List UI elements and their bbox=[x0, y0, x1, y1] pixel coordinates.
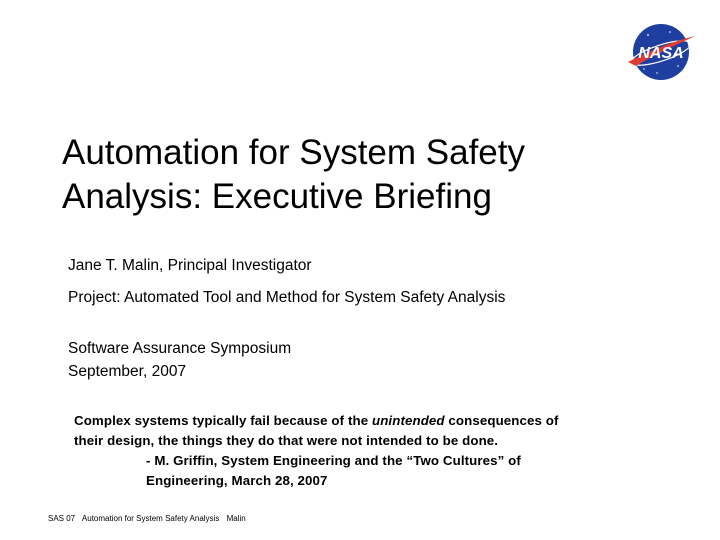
footer-event: SAS 07 bbox=[48, 514, 76, 523]
logo-star bbox=[677, 65, 679, 67]
quote-line-2: their design, the things they do that were not intended to be done. bbox=[74, 433, 499, 448]
logo-star bbox=[656, 72, 657, 73]
venue-date: September, 2007 bbox=[68, 363, 187, 380]
project-name: Project: Automated Tool and Method for System Safety Analysis bbox=[68, 289, 506, 306]
slide-title-line-2: Analysis: Executive Briefing bbox=[62, 177, 492, 216]
quote-block bbox=[74, 411, 674, 491]
nasa-logo bbox=[624, 22, 698, 82]
quote-line-1-start: Complex systems typically fail because of the bbox=[74, 413, 372, 428]
logo-wordmark: NASA bbox=[638, 45, 684, 62]
logo-star bbox=[643, 68, 644, 69]
quote-emphasis: unintended bbox=[371, 413, 445, 428]
quote-attribution-line-1: - M. Griffin, System Engineering and the “Two Cultures” of bbox=[146, 453, 521, 468]
quote-attribution-line-2: Engineering, March 28, 2007 bbox=[146, 473, 328, 488]
slide-title bbox=[62, 131, 682, 219]
logo-star bbox=[647, 34, 649, 36]
quote-line-1 bbox=[74, 411, 674, 431]
quote-line-1-end: consequences of bbox=[444, 413, 559, 428]
footer-title: Automation for System Safety Analysis bbox=[81, 514, 220, 523]
footer-author: Malin bbox=[226, 514, 246, 523]
logo-star bbox=[669, 31, 671, 33]
slide-title-line-1: Automation for System Safety bbox=[62, 133, 525, 172]
slide-footer bbox=[48, 514, 251, 524]
principal-investigator: Jane T. Malin, Principal Investigator bbox=[68, 257, 312, 274]
venue-name: Software Assurance Symposium bbox=[68, 340, 292, 357]
